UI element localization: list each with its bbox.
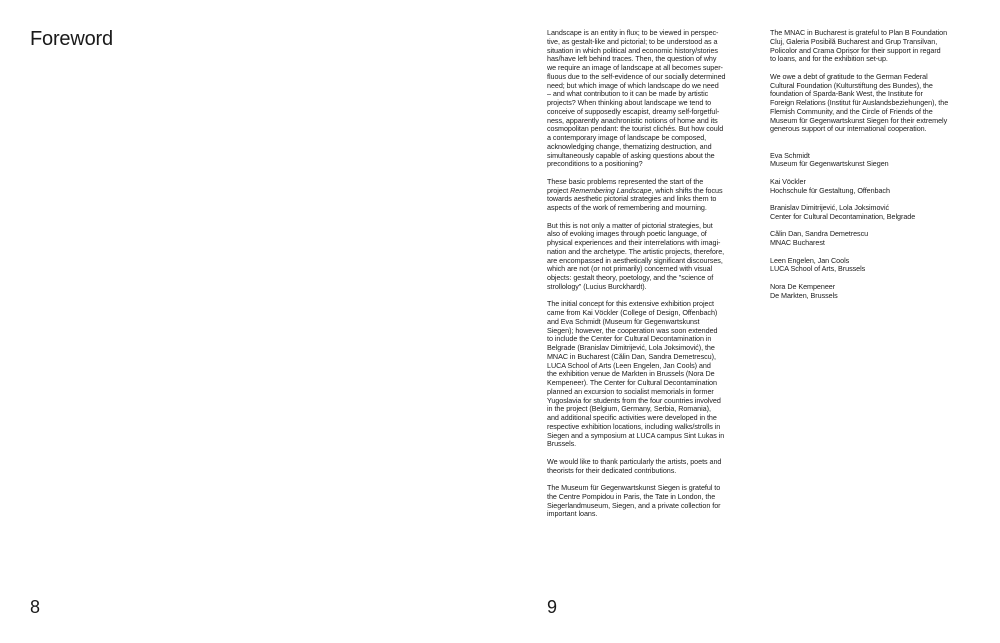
- text-column-2: [770, 29, 972, 309]
- paragraph: The MNAC in Bucharest is grateful to Plan B Foundation Cluj, Galeria Posibilă Bucharest and Grup Transilvan, Policolor and Crama Oprișor for their support in regard to loans, and for the exhibition set-up.: [770, 28, 948, 64]
- signatory-names: Călin Dan, Sandra Demetrescu: [770, 229, 869, 239]
- page-number-left: 8: [30, 597, 41, 617]
- signatory: [770, 283, 972, 301]
- signatory-names: Branislav Dimitrijević, Lola Joksimović: [770, 203, 890, 212]
- paragraph: These basic problems represented the start of the project Remembering Landscape, which shifts the focus towards aesthetic pictorial strategies and links them to aspects of the work of remembering and mourning.: [547, 176, 723, 212]
- signatory: [770, 152, 972, 170]
- signatory-institution: Hochschule für Gestaltung, Offenbach: [770, 185, 890, 195]
- page-title: Foreword: [30, 28, 113, 50]
- signatory-names: Kai Vöckler: [770, 176, 806, 186]
- signatory-institution: LUCA School of Arts, Brussels: [770, 264, 866, 274]
- signatory-names: Leen Engelen, Jan Cools: [770, 255, 850, 265]
- signatory-institution: Center for Cultural Decontamination, Belgrade: [770, 211, 916, 221]
- text-column-1: [547, 29, 747, 528]
- signatory: [770, 257, 972, 275]
- signatory: [770, 204, 972, 222]
- paragraph: The Museum für Gegenwartskunst Siegen is grateful to the Centre Pompidou in Paris, the Tate in London, the Siegerlandmuseum, Siegen, and a private collection for important loans.: [547, 483, 721, 519]
- page-number-right: 9: [547, 597, 558, 617]
- signatory-names: Nora De Kempeneer: [770, 281, 836, 291]
- paragraph: We owe a debt of gratitude to the German Federal Cultural Foundation (Kulturstiftung des Bundes), the foundation of Sparda-Bank West, the Institute for Foreign Relations (Institut für Auslandsbeziehungen), the Flemish Community, and the Circle of Friends of the Museum für Gegenwartskunst Siegen for their extremely generous support of our international cooperation.: [770, 71, 949, 134]
- paragraph: Landscape is an entity in flux; to be viewed in perspec- tive, as gestalt-like and pictorial; to be understood as a situation in which political and economic history/stories has/have left behind traces. Then, the question of why we require an image of landscape at all becomes super- fluous due to the self-evidence of our socially determined need; but which image of which landscape do we need – and what contribution to it can be made by artistic projects? When thinking about landscape we tend to conceive of supposedly escapist, dreamy self-forgetful- ness, apparently anachronistic notions of home and its cosmopolitan pendant: the tourist clichés. But how could a contemporary image of landscape be composed, acknowledging change, thematizing destruction, and simultaneously capable of asking questions about the preconditions to a positioning?: [547, 28, 726, 169]
- paragraph: But this is not only a matter of pictorial strategies, but also of evoking images through poetic language, of physical experiences and their interrelations with imagi- nation and the archetype. The artistic projects, therefore, are encompassed in aesthetically significant discourses, which are not (or not primarily) concerned with visual objects: gestalt theory, poetology, and the "science of strollology" (Lucius Burckhardt).: [547, 220, 725, 291]
- signatory-institution: Museum für Gegenwartskunst Siegen: [770, 159, 889, 169]
- paragraph: We would like to thank particularly the artists, poets and theorists for their dedicated contributions.: [547, 456, 722, 475]
- project-title: Remembering Landscape: [570, 185, 652, 195]
- paragraph: The initial concept for this extensive exhibition project came from Kai Vöckler (College of Design, Offenbach) and Eva Schmidt (Museum für Gegenwartskunst Siegen); however, the cooperation was soon extended to include the Center for Cultural Decontamination in Belgrade (Branislav Dimitrijević, Lola Joksimović), the MNAC in Bucharest (Călin Dan, Sandra Demetrescu), LUCA School of Arts (Leen Engelen, Jan Cools) and the exhibition venue de Markten in Brussels (Nora De Kempeneer). The Center for Cultural Decontamination planned an excursion to socialist memorials in former Yugoslavia for students from the four countries involved in the project (Belgium, Germany, Serbia, Romania), and additional specific activities were developed in the respective exhibition locations, including walks/strolls in Siegen and a symposium at LUCA campus Sint Lukas in Brussels.: [547, 299, 725, 449]
- signatory: [770, 230, 972, 248]
- signatory: [770, 178, 972, 196]
- right-page: [500, 0, 1000, 643]
- signatory-institution: MNAC Bucharest: [770, 238, 825, 247]
- signatory-institution: De Markten, Brussels: [770, 290, 838, 300]
- signatory-names: Eva Schmidt: [770, 150, 810, 160]
